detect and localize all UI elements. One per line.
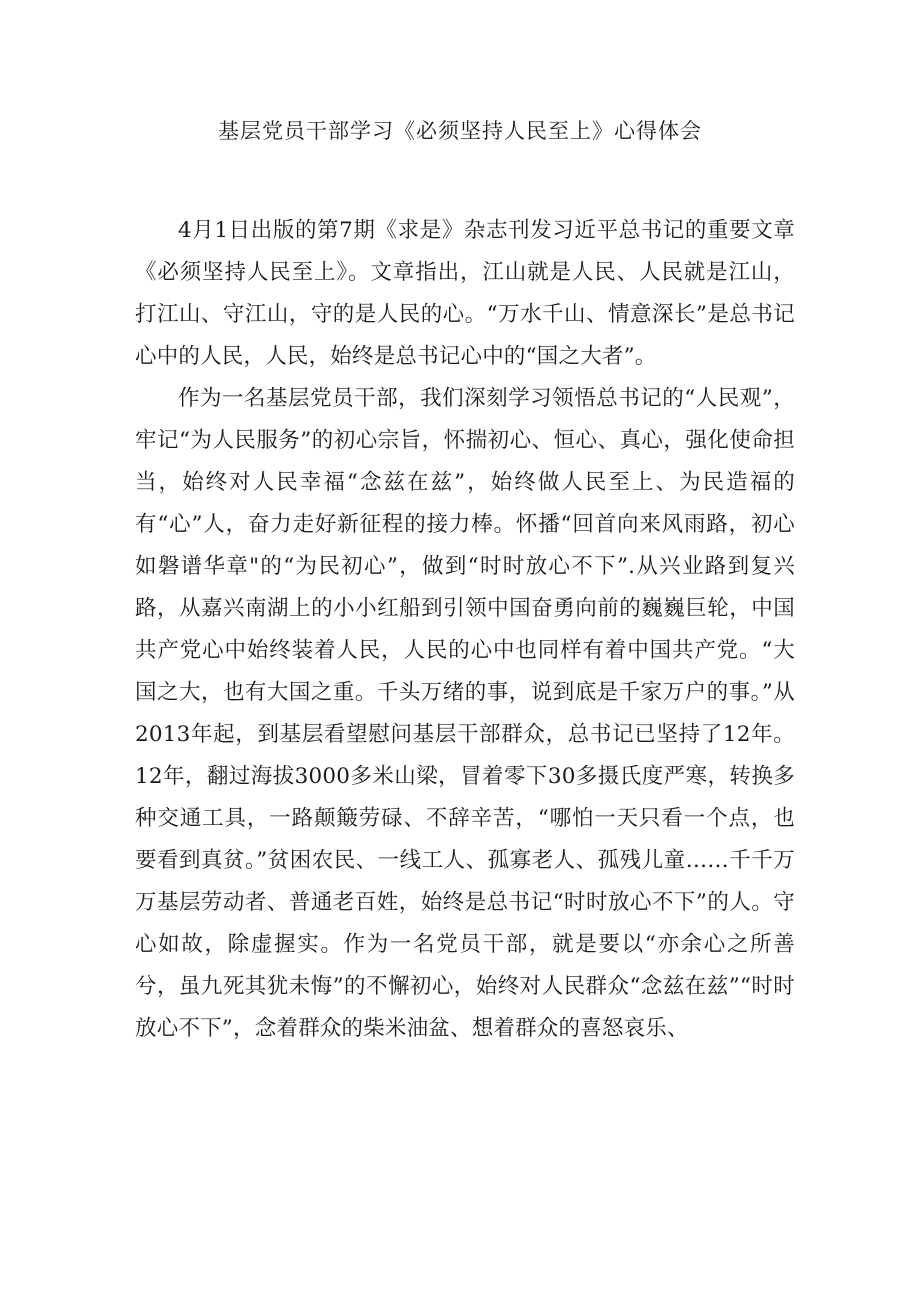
document-body: [135, 210, 795, 1050]
document-title: 基层党员干部学习《必须坚持人民至上》心得体会: [218, 119, 702, 143]
paragraph-1: 4月1日出版的第7期《求是》杂志刊发习近平总书记的重要文章《必须坚持人民至上》。文章指出，江山就是人民、人民就是江山，打江山、守江山，守的是人民的心。“万水千山、情意深长”是总书记心中的人民，人民，始终是总书记心中的“国之大者”。: [135, 218, 795, 369]
paragraph-2: 作为一名基层党员干部，我们深刻学习领悟总书记的“人民观”，牢记“为人民服务”的初心宗旨，怀揣初心、恒心、真心，强化使命担当，始终对人民幸福“念兹在兹”，始终做人民至上、为民造福的有“心”人，奋力走好新征程的接力棒。怀播“回首向来风雨路，初心如磐谱华章"的“为民初心”，做到“时时放心不下”.从兴业路到复兴路，从嘉兴南湖上的小小红船到引领中国奋勇向前的巍巍巨轮，中国共产党心中始终装着人民，人民的心中也同样有着中国共产党。“大国之大，也有大国之重。千头万绪的事，说到底是千家万户的事。”从2013年起，到基层看望慰问基层干部群众，总书记已坚持了12年。12年，翻过海拔3000多米山梁，冒着零下30多摄氏度严寒，转换多种交通工具，一路颠簸劳碌、不辞辛苦，“哪怕一天只看一个点，也要看到真贫。”贫困农民、一线工人、孤寡老人、孤残儿童……千千万万基层劳动者、普通老百姓，始终是总书记“时时放心不下”的人。守心如故，除虚握实。作为一名党员干部，就是要以“亦余心之所善兮，虽九死其犹未悔”的不懈初心，始终对人民群众“念兹在兹”“时时放心不下”，念着群众的柴米油盆、想着群众的喜怒哀乐、: [135, 386, 795, 1041]
